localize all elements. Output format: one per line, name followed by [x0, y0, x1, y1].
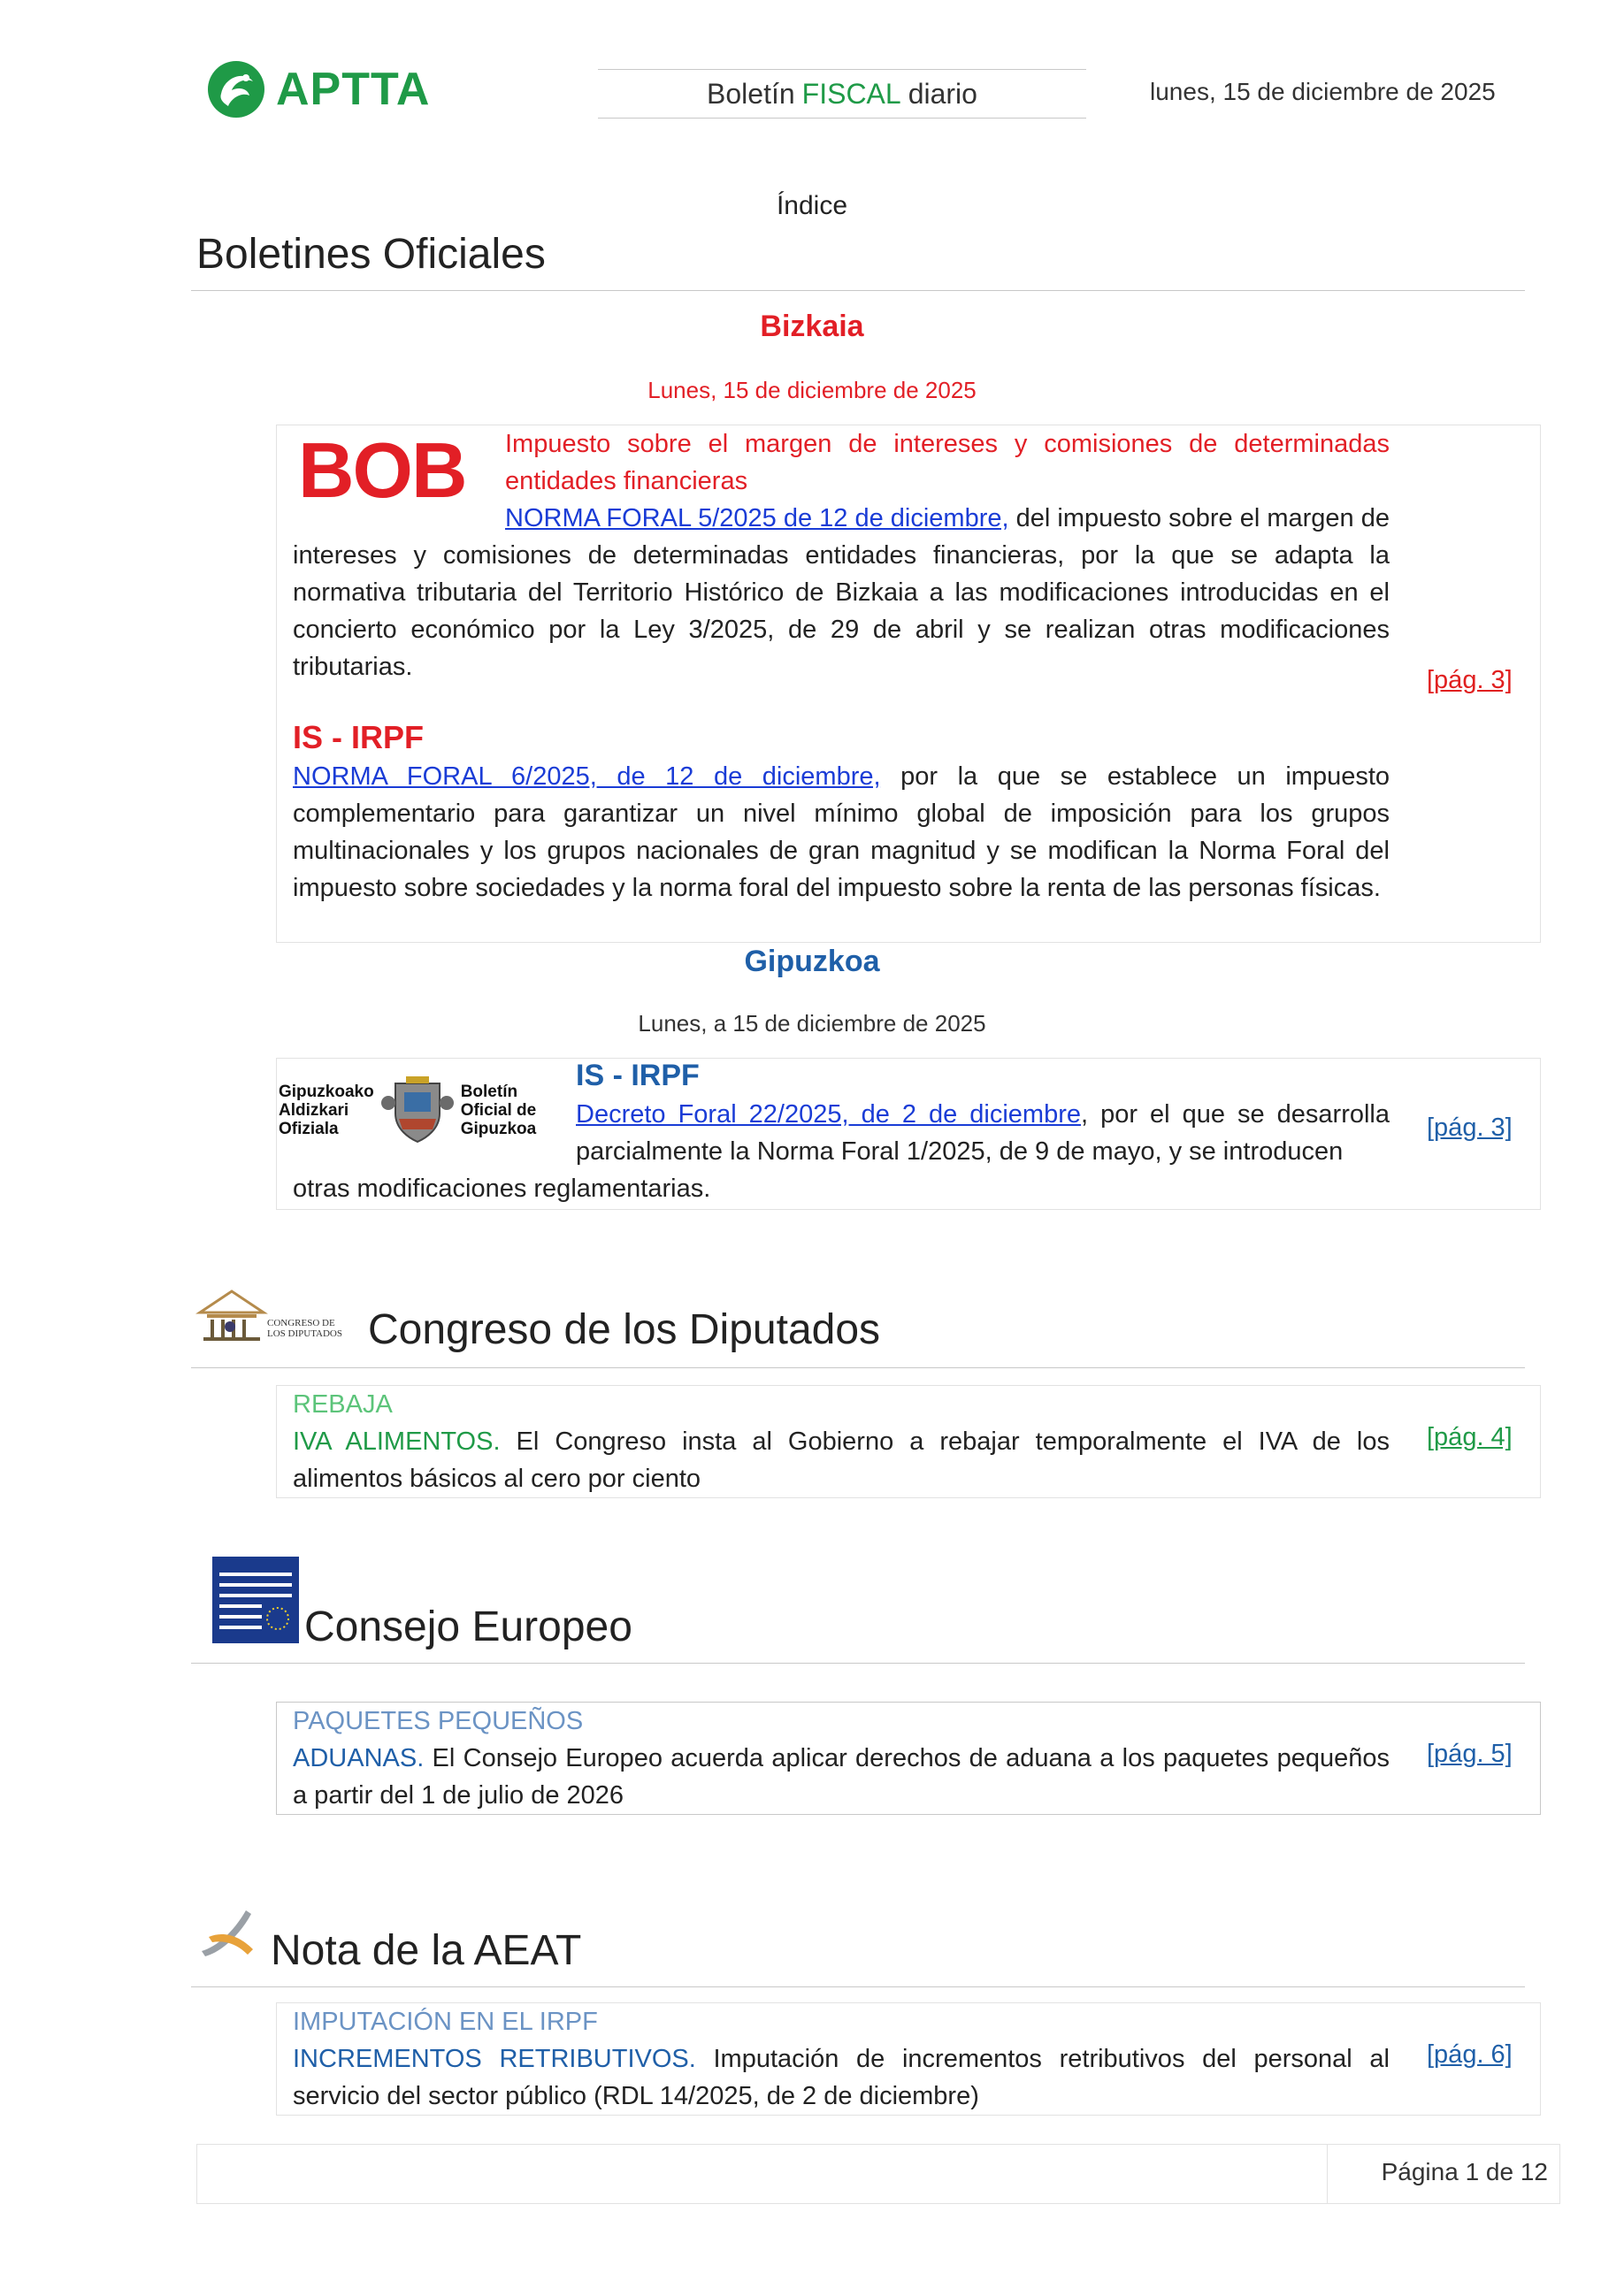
gipuzkoa-logo-left: Gipuzkoako Aldizkari Ofiziala — [279, 1082, 374, 1138]
gipuzkoa-date: Lunes, a 15 de diciembre de 2025 — [638, 1010, 986, 1037]
gipuzkoa-body-cont: otras modificaciones reglamentarias. — [293, 1175, 711, 1203]
gipuzkoa-box — [276, 1058, 1541, 1210]
page-number: Página 1 de 12 — [1381, 2158, 1548, 2185]
consejo-body: ADUANAS. El Consejo Europeo acuerda aplicar derechos de aduana a los paquetes pequeños a partir del 1 de julio de 2026 — [293, 1744, 1390, 1810]
norma-foral-6-link[interactable]: NORMA FORAL 6/2025, de 12 de diciembre, — [293, 762, 881, 791]
gipuzkoa-tag: IS - IRPF — [576, 1059, 700, 1092]
item-body-2-text: por la que se establece un impuesto complementario para garantizar un nivel mínimo global de imposición para los grupos multinacionales y los grupos nacionales de gran magnitud y se modifican la Norma Foral del impuesto sobre sociedades y la norma foral del impuesto sobre la renta de las personas físicas. — [293, 762, 1390, 902]
section-title-congreso: Congreso de los Diputados — [368, 1306, 881, 1353]
aeat-logo-icon — [196, 1902, 260, 1965]
item-body-2 — [293, 758, 1390, 907]
congreso-lead: IVA ALIMENTOS. — [293, 1427, 501, 1456]
title-post: diario — [908, 77, 977, 110]
aeat-category: IMPUTACIÓN EN EL IRPF — [293, 2008, 598, 2036]
item-body-1-text: del impuesto sobre el margen de intereses y comisiones de determinadas entidades financieras, por la que se adapta la normativa tributaria del Territorio Histórico de Bizkaia a las modificaciones introducidas en el concierto económico por la Ley 3/2025, de 29 de abril y se realizan otras modificaciones tributarias. — [293, 504, 1390, 681]
page-link-consejo[interactable]: [pág. 5] — [1427, 1740, 1513, 1768]
page-link-congreso[interactable]: [pág. 4] — [1427, 1423, 1513, 1451]
header-date: lunes, 15 de diciembre de 2025 — [1150, 78, 1496, 105]
congreso-logo — [195, 1282, 372, 1353]
aptta-logo — [205, 58, 430, 120]
page-link-bizkaia[interactable]: [pág. 3] — [1427, 666, 1513, 694]
consejo-europeo-logo-icon — [212, 1557, 299, 1643]
item-heading: Impuesto sobre el margen de intereses y comisiones de determinadas entidades financieras — [505, 430, 1390, 495]
congreso-body: IVA ALIMENTOS. El Congreso insta al Gobierno a rebajar temporalmente el IVA de los alimentos básicos al cero por ciento — [293, 1427, 1390, 1493]
section-title-consejo: Consejo Europeo — [304, 1603, 632, 1650]
gipuzkoa-logo — [279, 1075, 553, 1145]
region-bizkaia: Bizkaia — [760, 310, 864, 343]
congreso-box — [276, 1385, 1541, 1498]
bizkaia-date: Lunes, 15 de diciembre de 2025 — [647, 377, 977, 403]
index-heading: Índice — [776, 191, 848, 220]
gipuzkoa-logo-right: Boletín Oficial de Gipuzkoa — [460, 1082, 537, 1138]
section-divider — [191, 290, 1525, 291]
gipuzkoa-shield-icon — [379, 1076, 456, 1144]
page-link-aeat[interactable]: [pág. 6] — [1427, 2040, 1513, 2069]
congreso-category: REBAJA — [293, 1390, 393, 1419]
logo-text: APTTA — [276, 64, 431, 115]
bizkaia-box — [276, 425, 1541, 943]
consejo-category: PAQUETES PEQUEÑOS — [293, 1707, 584, 1735]
consejo-box — [276, 1702, 1541, 1815]
bob-logo: BOB — [298, 426, 466, 514]
aeat-box — [276, 2002, 1541, 2116]
section-divider — [191, 1663, 1525, 1664]
section-divider — [191, 1986, 1525, 1987]
title-fiscal: FISCAL — [801, 77, 901, 110]
region-gipuzkoa: Gipuzkoa — [744, 945, 880, 978]
title-pre: Boletín — [707, 77, 795, 110]
section-title-aeat: Nota de la AEAT — [271, 1927, 582, 1974]
congreso-logo-text: CONGRESO DE LOS DIPUTADOS — [267, 1318, 342, 1339]
section-title-boletines: Boletines Oficiales — [196, 231, 546, 278]
aeat-lead: INCREMENTOS RETRIBUTIVOS. — [293, 2045, 696, 2073]
aptta-emblem-icon — [205, 58, 267, 120]
section-divider — [191, 1367, 1525, 1368]
footer-separator — [1327, 2144, 1328, 2204]
decreto-foral-22-link[interactable]: Decreto Foral 22/2025, de 2 de diciembre — [576, 1100, 1081, 1129]
is-irpf-tag: IS - IRPF — [293, 719, 425, 755]
page-link-gipuzkoa[interactable]: [pág. 3] — [1427, 1114, 1513, 1142]
gipuzkoa-body: Decreto Foral 22/2025, de 2 de diciembre, por el que se desarrolla parcialmente la Norma Foral 1/2025, de 9 de mayo, y se introducen — [576, 1100, 1390, 1166]
bulletin-title — [598, 69, 1086, 119]
congreso-building-icon — [195, 1282, 269, 1344]
item-body-1 — [293, 500, 1390, 685]
norma-foral-5-link[interactable]: NORMA FORAL 5/2025 de 12 de diciembre, — [505, 504, 1009, 532]
consejo-lead: ADUANAS. — [293, 1744, 425, 1772]
aeat-body: INCREMENTOS RETRIBUTIVOS. Imputación de incrementos retributivos del personal al servicio del sector público (RDL 14/2025, de 2 de diciembre) — [293, 2045, 1390, 2110]
